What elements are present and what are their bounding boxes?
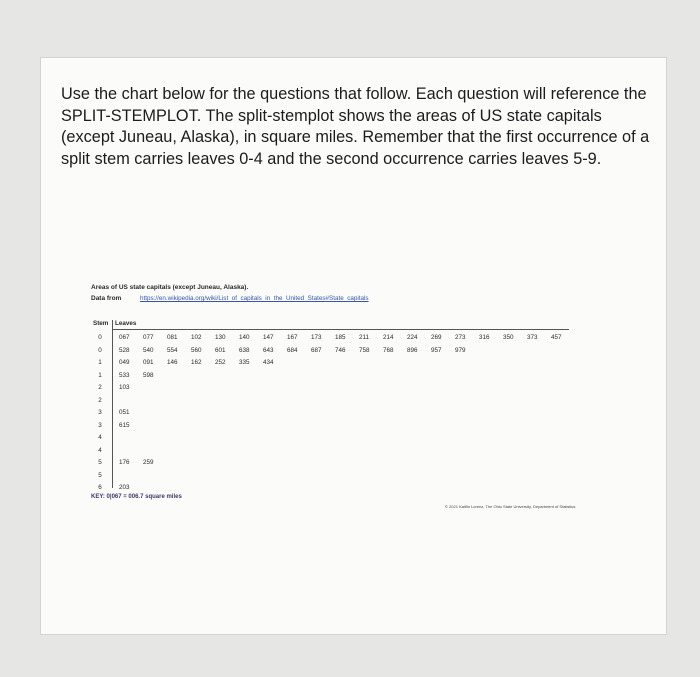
stem-value: 3 [98, 421, 102, 429]
question-card [40, 57, 667, 635]
leaf-value: 185 [335, 334, 346, 341]
leaf-value: 335 [239, 359, 250, 366]
stem-value: 5 [98, 459, 102, 466]
stem-divider [112, 320, 113, 488]
leaf-value: 130 [215, 334, 226, 341]
source-label: Data from [91, 295, 122, 302]
leaf-value: 533 [119, 371, 130, 379]
leaf-value: 687 [311, 346, 322, 354]
leaf-value: 601 [215, 346, 226, 354]
stem-value: 5 [98, 471, 102, 479]
stem-value: 0 [98, 346, 102, 354]
leaf-value: 147 [263, 334, 274, 341]
leaf-value: 203 [119, 484, 130, 491]
stem-value: 1 [98, 359, 102, 366]
leaf-value: 176 [119, 459, 130, 466]
stem-value: 0 [98, 334, 102, 341]
leaf-value: 373 [527, 334, 538, 341]
leaf-value: 746 [335, 346, 346, 354]
stem-value: 1 [98, 371, 102, 379]
leaf-value: 214 [383, 334, 394, 341]
source-link[interactable]: https://en.wikipedia.org/wiki/List_of_capitals_in_the_United_States#State_capitals [140, 295, 369, 302]
leaf-value: 211 [359, 334, 370, 341]
leaf-value: 957 [431, 346, 442, 354]
leaf-value: 540 [143, 346, 154, 354]
leaf-value: 350 [503, 334, 514, 341]
leaf-value: 269 [431, 334, 442, 341]
leaf-value: 167 [287, 334, 298, 341]
leaf-value: 091 [143, 359, 154, 366]
stemplot-key: KEY: 0|067 = 006.7 square miles [91, 494, 182, 500]
leaf-value: 598 [143, 371, 154, 379]
leaf-value: 554 [167, 346, 178, 354]
leaves-column-header: Leaves [115, 320, 137, 327]
leaf-value: 067 [119, 334, 130, 341]
leaf-value: 102 [191, 334, 202, 341]
leaf-value: 615 [119, 421, 130, 429]
figure-title: Areas of US state capitals (except Juneau, Alaska). [91, 284, 249, 291]
stem-value: 4 [98, 434, 102, 441]
leaf-value: 051 [119, 409, 130, 416]
leaf-value: 162 [191, 359, 202, 366]
split-stemplot-figure [41, 58, 668, 636]
stem-value: 2 [98, 396, 102, 404]
leaf-value: 273 [455, 334, 466, 341]
leaf-value: 140 [239, 334, 250, 341]
leaf-value: 684 [287, 346, 298, 354]
header-rule [112, 329, 569, 330]
leaf-value: 768 [383, 346, 394, 354]
leaf-value: 528 [119, 346, 130, 354]
leaf-value: 979 [455, 346, 466, 354]
leaf-value: 643 [263, 346, 274, 354]
leaf-value: 560 [191, 346, 202, 354]
leaf-value: 081 [167, 334, 178, 341]
copyright-notice: © 2021 Kaitlin Lorenz, The Ohio State University, Department of Statistics [445, 504, 576, 509]
stem-value: 6 [98, 484, 102, 491]
leaf-value: 103 [119, 384, 130, 391]
leaf-value: 252 [215, 359, 226, 366]
leaf-value: 896 [407, 346, 418, 354]
leaf-value: 457 [551, 334, 562, 341]
stem-value: 3 [98, 409, 102, 416]
leaf-value: 758 [359, 346, 370, 354]
leaf-value: 316 [479, 334, 490, 341]
leaf-value: 638 [239, 346, 250, 354]
stem-value: 2 [98, 384, 102, 391]
leaf-value: 259 [143, 459, 154, 466]
question-text: Use the chart below for the questions that follow. Each question will reference the SPLIT-STEMPLOT. The split-stemplot shows the areas of US state capitals (except Juneau, Alaska), in square miles. Remember that the first occurrence of a split stem carries leaves 0-4 and the second occurrence carries leaves 5-9. [61, 85, 650, 168]
stem-column-header: Stem [93, 320, 109, 327]
leaf-value: 077 [143, 334, 154, 341]
leaf-value: 434 [263, 359, 274, 366]
leaf-value: 173 [311, 334, 322, 341]
leaf-value: 049 [119, 359, 130, 366]
stem-value: 4 [98, 446, 102, 454]
leaf-value: 146 [167, 359, 178, 366]
leaf-value: 224 [407, 334, 418, 341]
